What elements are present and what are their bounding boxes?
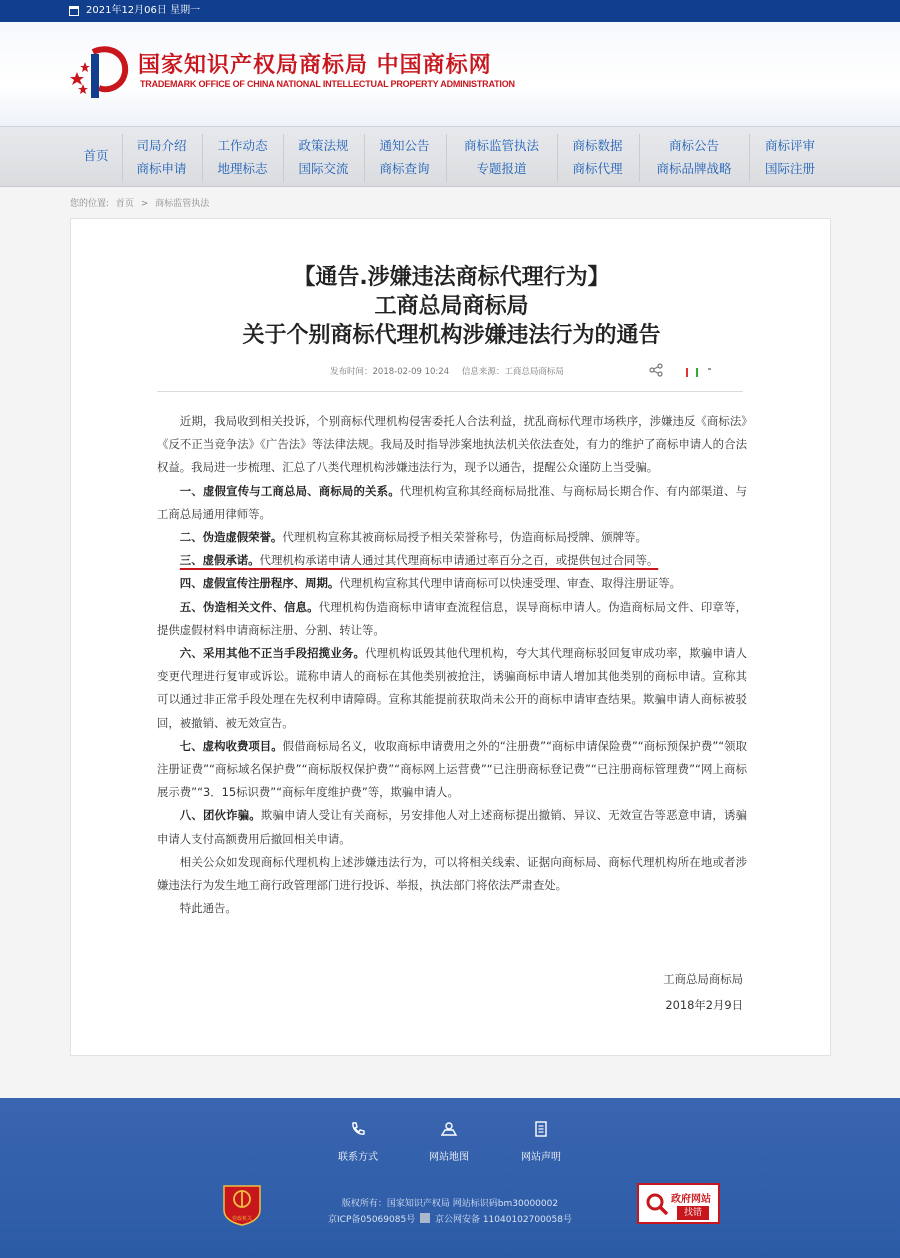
- article-title-line: 关于个别商标代理机构涉嫌违法行为的通告: [242, 323, 661, 348]
- site-header: [0, 22, 900, 126]
- publish-time: 发布时间：2018-02-09 10:24: [330, 367, 450, 377]
- footer-link-label: 网站声明: [521, 1152, 561, 1163]
- item-heading: 二、伪造虚假荣誉。: [179, 530, 283, 545]
- document-icon: [532, 1120, 550, 1138]
- nav-item-policies[interactable]: 政策法规: [298, 138, 349, 153]
- nav-column-2: [202, 134, 282, 182]
- breadcrumb-home[interactable]: 首页: [115, 199, 134, 209]
- article-item-3: [157, 549, 747, 572]
- nav-column-4: [364, 134, 444, 182]
- article-item-7: [157, 735, 747, 805]
- article-meta: [330, 365, 574, 377]
- share-platforms-icon[interactable]: [686, 368, 716, 378]
- article-item-5: [157, 596, 747, 642]
- article-item-2: [157, 526, 747, 549]
- breadcrumb-prefix: 您的位置:: [70, 199, 110, 209]
- article-item-4: [157, 572, 747, 595]
- icp-record[interactable]: 京ICP备05069085号: [328, 1215, 416, 1225]
- police-icon: [420, 1213, 430, 1223]
- item-text: 代理机构宣称其被商标局授予相关荣誉称号，伪造商标局授牌、颁牌等。: [282, 530, 647, 545]
- item-text: 欺骗申请人受让有关商标，另安排他人对上述商标提出撤销、异议、无效宣告等恶意申请，诱骗申请人支付高额费用后撤回相关申请。: [157, 808, 747, 846]
- gov-site-label: 政府网站: [671, 1194, 711, 1205]
- gov-site-error-report-button[interactable]: [637, 1183, 720, 1224]
- nav-item-supervision-enforcement[interactable]: 商标监管执法: [463, 138, 539, 153]
- signature-org: 工商总局商标局: [663, 972, 743, 986]
- nav-item-international-exchange[interactable]: 国际交流: [298, 161, 349, 176]
- item-text: 假借商标局名义，收取商标申请费用之外的“注册费”“商标申请保险费”“商标预保护费”“领取注册证费”“商标域名保护费”“商标版权保护费”“商标网上运营费”“已注册商标登记费”“已注册商标管理费”“网上商标展示费”“3．15标识费”“商标年度维护费”等，欺骗申请人。: [157, 738, 747, 800]
- site-subtitle: TRADEMARK OFFICE OF CHINA NATIONAL INTELLECTUAL PROPERTY ADMINISTRATION: [140, 79, 515, 89]
- breadcrumb-separator: >: [140, 199, 149, 209]
- record-line: [300, 1212, 600, 1228]
- nav-item-department-intro[interactable]: 司局介绍: [136, 138, 187, 153]
- article-paragraph-ending: 特此通告。: [179, 901, 237, 916]
- footer-link-statement[interactable]: [506, 1120, 576, 1163]
- nav-item-trademark-announcement[interactable]: 商标公告: [668, 138, 719, 153]
- article-title-line: 【通告.涉嫌违法商标代理行为】: [293, 265, 610, 290]
- share-icon[interactable]: [649, 363, 663, 377]
- nav-item-trademark-agency[interactable]: 商标代理: [572, 161, 623, 176]
- badge-text: 党政机关: [231, 1216, 253, 1222]
- nav-column-8: [749, 134, 830, 182]
- site-footer: [0, 1098, 900, 1258]
- item-heading: 七、虚构收费项目。: [179, 738, 283, 753]
- item-text: 代理机构宣称其代理申请商标可以快速受理、审查、取得注册证等。: [339, 576, 682, 591]
- nav-item-special-reports[interactable]: 专题报道: [476, 161, 527, 176]
- signature-date: 2018年2月9日: [665, 998, 743, 1012]
- meta-divider: [157, 391, 743, 392]
- article-body: [157, 410, 747, 920]
- trademark-office-logo-icon[interactable]: [69, 44, 133, 104]
- article-signature: [157, 966, 743, 1018]
- nav-column-7: [639, 134, 748, 182]
- article-item-8: [157, 804, 747, 850]
- footer-link-sitemap[interactable]: [414, 1120, 484, 1163]
- breadcrumb: [70, 196, 213, 209]
- item-text: 代理机构伪造商标申请审查流程信息，误导商标申请人。伪造商标局文件、印章等，提供虚假材料申请商标注册、分割、转让等。: [157, 599, 747, 637]
- item-heading: 四、虚假宣传注册程序、周期。: [179, 576, 340, 591]
- police-record[interactable]: 京公网安备 11040102700058号: [434, 1215, 572, 1225]
- info-source: 信息来源：工商总局商标局: [461, 367, 564, 377]
- item-heading: 六、采用其他不正当手段招揽业务。: [179, 646, 366, 661]
- nav-item-trademark-data[interactable]: 商标数据: [572, 138, 623, 153]
- breadcrumb-current[interactable]: 商标监管执法: [155, 199, 210, 209]
- article-title-line: 工商总局商标局: [374, 294, 529, 319]
- nav-item-brand-strategy[interactable]: 商标品牌战略: [656, 161, 732, 176]
- nav-item-trademark-review[interactable]: 商标评审: [764, 138, 815, 153]
- article-title: [71, 263, 832, 350]
- nav-column-5: [446, 134, 556, 182]
- magnifier-icon: [645, 1192, 669, 1216]
- article-item-1: [157, 480, 747, 526]
- sitemap-icon: [440, 1120, 458, 1138]
- current-date: 2021年12月06日 星期一: [86, 5, 201, 16]
- copyright-info: [300, 1196, 600, 1228]
- nav-home[interactable]: 首页: [83, 148, 109, 163]
- main-nav: [0, 126, 900, 187]
- item-heading: 八、团伙诈骗。: [179, 808, 261, 823]
- article-card: [70, 218, 831, 1056]
- site-title: 国家知识产权局商标局 中国商标网: [138, 52, 492, 78]
- nav-item-work-news[interactable]: 工作动态: [217, 138, 268, 153]
- footer-link-contact[interactable]: [323, 1120, 393, 1163]
- nav-column-3: [283, 134, 363, 182]
- item-text: 代理机构承诺申请人通过其代理商标申请通过率百分之百，或提供包过合同等。: [259, 553, 659, 568]
- nav-item-trademark-application[interactable]: 商标申请: [136, 161, 187, 176]
- nav-item-geographical-indication[interactable]: 地理标志: [217, 161, 268, 176]
- nav-item-international-registration[interactable]: 国际注册: [764, 161, 815, 176]
- item-heading: 一、虚假宣传与工商总局、商标局的关系。: [179, 483, 400, 498]
- nav-column-6: [557, 134, 637, 182]
- error-report-label: 找错: [677, 1206, 709, 1220]
- top-date-bar: [0, 0, 900, 22]
- item-text: 代理机构诋毁其他代理机构，夸大其代理商标驳回复审成功率，欺骗申请人变更代理进行复审或诉讼。谎称申请人的商标在其他类别被抢注，诱骗商标申请人增加其他类别的商标申请。宣称其可以通过非正常手段处理在先权利申请障碍。宣称其能提前获取尚未公开的商标申请审查结果。欺骗申请人商标被驳回，被撤销、被无效宣告。: [157, 646, 747, 730]
- nav-item-notices[interactable]: 通知公告: [379, 138, 430, 153]
- item-text: 代理机构宣称其经商标局批准、与商标局长期合作、有内部渠道、与工商总局通用律师等。: [157, 483, 747, 521]
- article-item-6: [157, 642, 747, 735]
- footer-link-label: 联系方式: [338, 1152, 378, 1163]
- copyright-text: 版权所有：国家知识产权局 网站标识码bm30000002: [341, 1199, 559, 1209]
- highlighted-item: [180, 553, 658, 567]
- item-heading: 三、虚假承诺。: [179, 553, 260, 568]
- article-paragraph-intro: 近期，我局收到相关投诉，个别商标代理机构侵害委托人合法利益，扰乱商标代理市场秩序，涉嫌违反《商标法》《反不正当竞争法》《广告法》等法律法规。我局及时指导涉案地执法机关依法查处，有力的维护了商标申请人的合法权益。我局进一步梳理、汇总了八类代理机构涉嫌违法行为，现予以通告，提醒公众谨防上当受骗。: [157, 414, 747, 475]
- footer-link-label: 网站地图: [429, 1152, 469, 1163]
- article-paragraph-closing: 相关公众如发现商标代理机构上述涉嫌违法行为，可以将相关线索、证据向商标局、商标代理机构所在地或者涉嫌违法行为发生地工商行政管理部门进行投诉、举报，执法部门将依法严肃查处。: [157, 854, 747, 893]
- phone-icon: [349, 1120, 367, 1138]
- nav-column-1: [122, 134, 200, 182]
- calendar-icon: [69, 6, 79, 16]
- item-heading: 五、伪造相关文件、信息。: [179, 599, 319, 614]
- party-government-badge-icon[interactable]: [222, 1182, 262, 1226]
- nav-item-trademark-search[interactable]: 商标查询: [379, 161, 430, 176]
